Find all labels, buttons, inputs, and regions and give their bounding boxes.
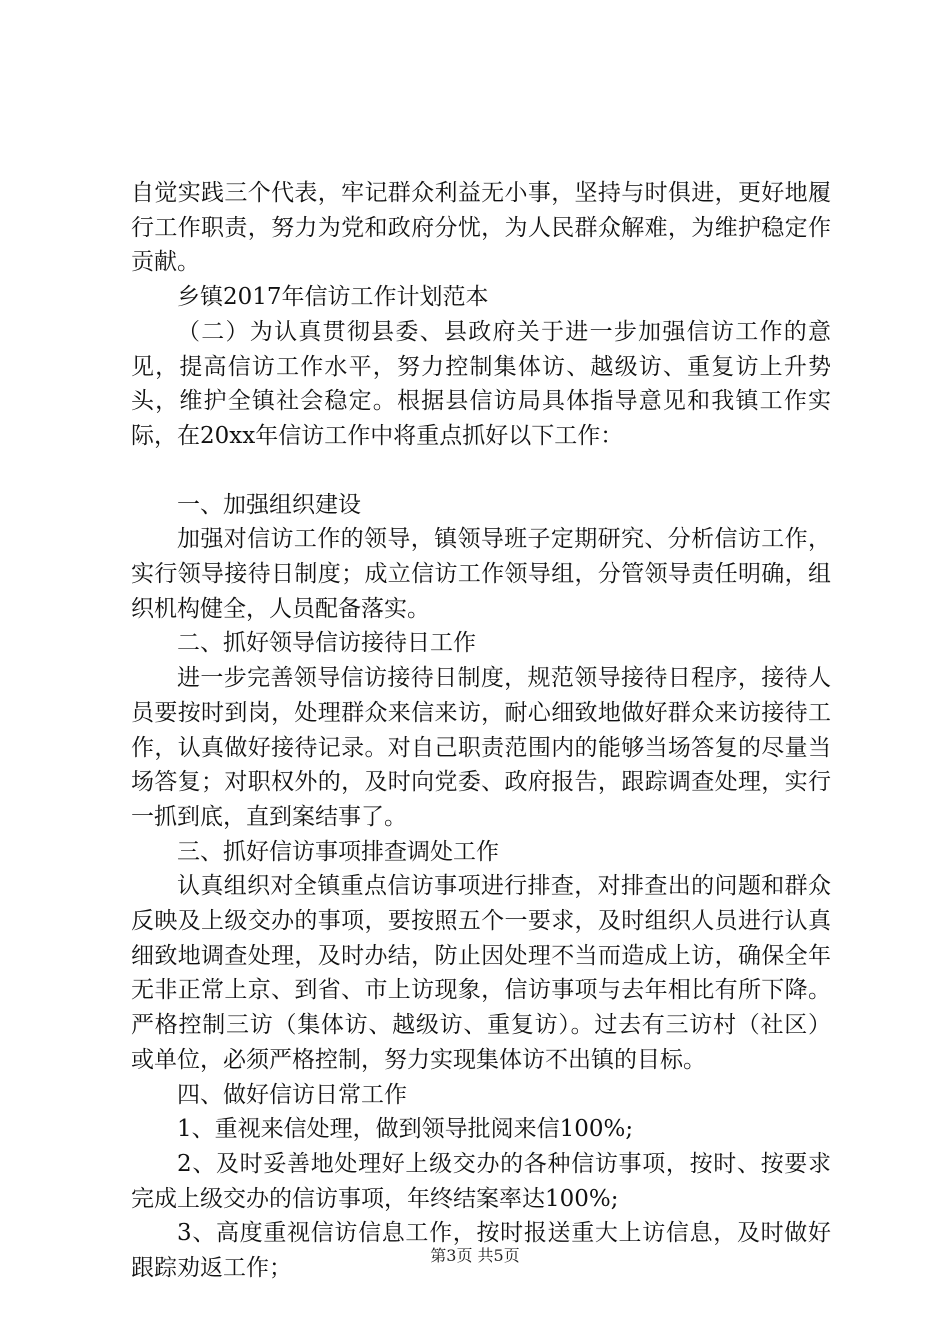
list-item-3: 3、高度重视信访信息工作，按时报送重大上访信息，及时做好跟踪劝返工作； <box>131 1220 831 1282</box>
paragraph-section-1: 加强对信访工作的领导，镇领导班子定期研究、分析信访工作，实行领导接待日制度；成立信访工作领导组，分管领导责任明确，组织机构健全，人员配备落实。 <box>131 526 831 622</box>
paragraph-section-3: 认真组织对全镇重点信访事项进行排查，对排查出的问题和群众反映及上级交办的事项，要按照五个一要求，及时组织人员进行认真细致地调查处理，及时办结，防止因处理不当而造成上访，确保全年无非正常上京、到省、市上访现象，信访事项与去年相比有所下降。严格控制三访（集体访、越级访、重复访）。过去有三访村（社区）或单位，必须严格控制，努力实现集体访不出镇的目标。 <box>131 873 831 1073</box>
section-heading-3: 三、抓好信访事项排查调处工作 <box>177 838 499 865</box>
list-item-1: 1、重视来信处理，做到领导批阅来信100%; <box>177 1116 634 1143</box>
page-footer <box>0 1243 950 1266</box>
section-heading-2: 二、抓好领导信访接待日工作 <box>177 630 476 657</box>
page-number-label: 第3页 共5页 <box>430 1246 520 1265</box>
section-heading-1: 一、加强组织建设 <box>177 491 361 518</box>
paragraph-intro: （二）为认真贯彻县委、县政府关于进一步加强信访工作的意见，提高信访工作水平，努力控制集体访、越级访、重复访上升势头，维护全镇社会稳定。根据县信访局具体指导意见和我镇工作实际，在20xx年信访工作中将重点抓好以下工作： <box>131 318 831 449</box>
document-title: 乡镇2017年信访工作计划范本 <box>177 284 489 311</box>
section-heading-4: 四、做好信访日常工作 <box>177 1081 407 1108</box>
document-body <box>131 176 831 1286</box>
paragraph-continuation: 自觉实践三个代表，牢记群众利益无小事，坚持与时俱进，更好地履行工作职责，努力为党和政府分忧，为人民群众解难，为维护稳定作贡献。 <box>131 180 831 276</box>
paragraph-section-2: 进一步完善领导信访接待日制度，规范领导接待日程序，接待人员要按时到岗，处理群众来信来访，耐心细致地做好群众来访接待工作，认真做好接待记录。对自己职责范围内的能够当场答复的尽量当场答复；对职权外的，及时向党委、政府报告，跟踪调查处理，实行一抓到底，直到案结事了。 <box>131 665 831 830</box>
list-item-2: 2、及时妥善地处理好上级交办的各种信访事项，按时、按要求完成上级交办的信访事项，年终结案率达100%; <box>131 1150 831 1212</box>
